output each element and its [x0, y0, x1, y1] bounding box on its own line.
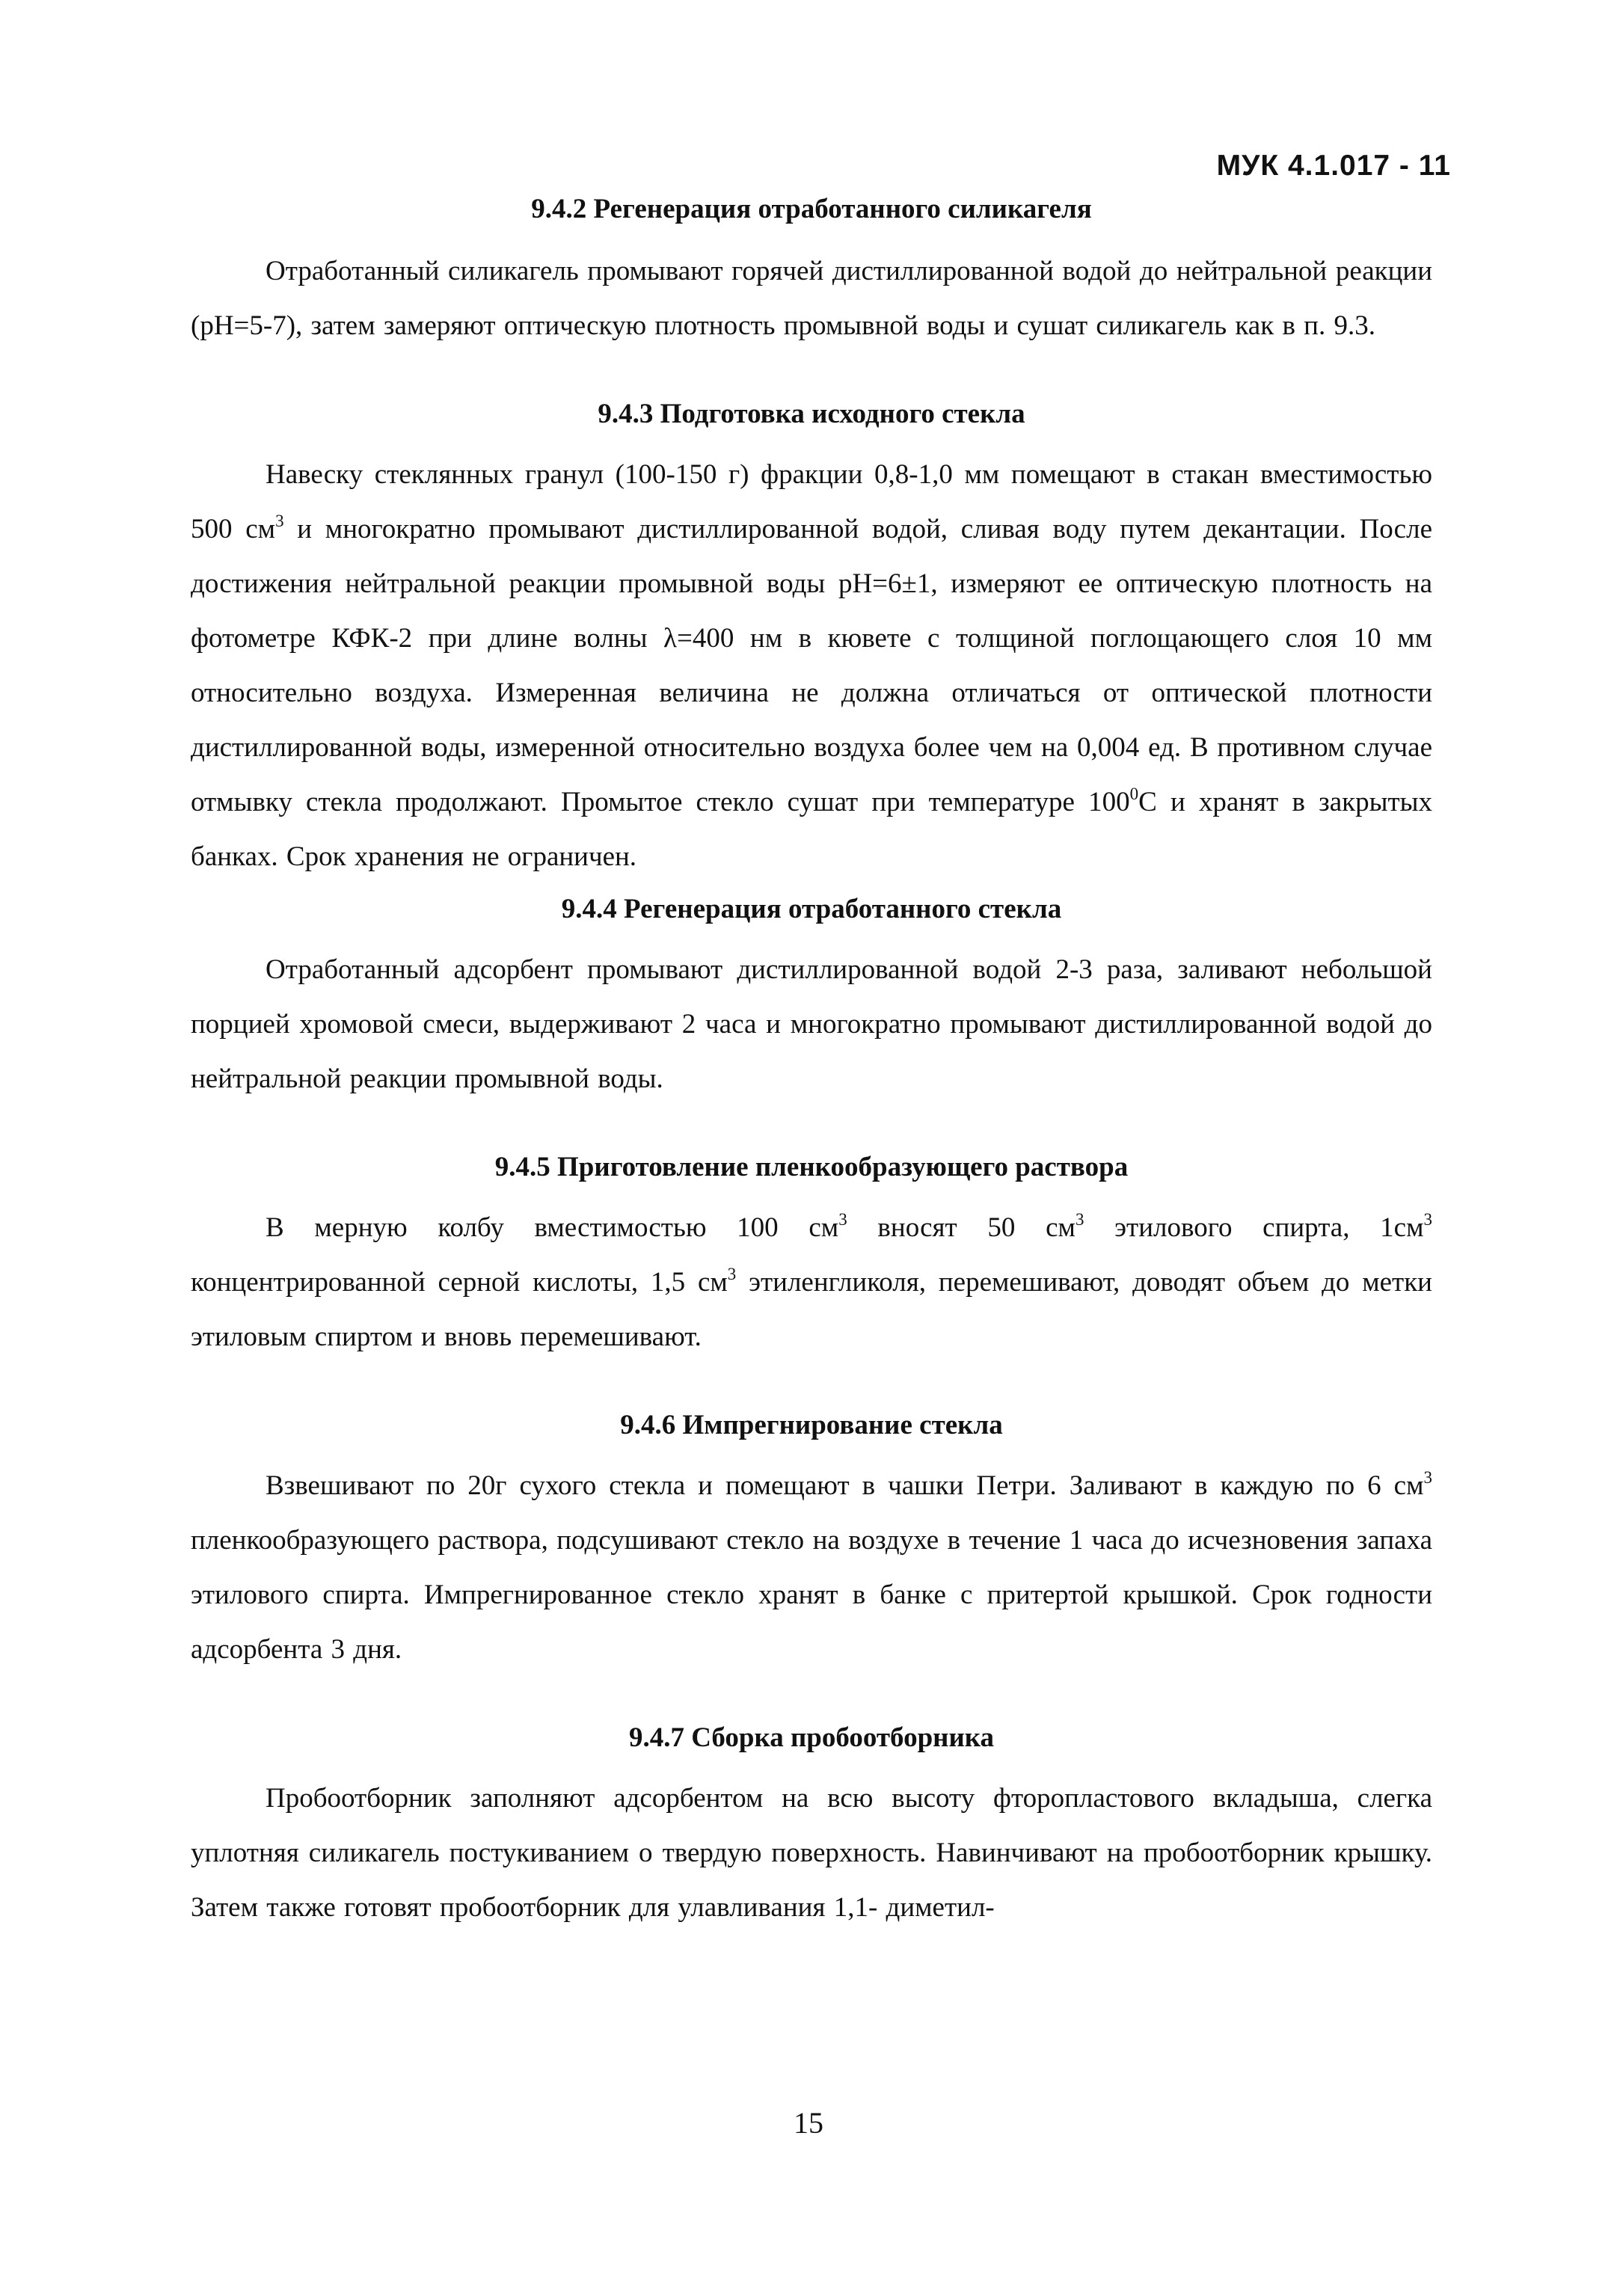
superscript: 3 — [1423, 1468, 1432, 1487]
section-text-9-4-2: Отработанный силикагель промывают горячей дистиллированной водой до нейтральной реакции (pH=5-7), затем замеряют оптическую плотность промывной воды и сушат силикагель как в п. 9.3. — [191, 256, 1432, 341]
superscript: 3 — [1075, 1210, 1084, 1229]
section-title-9-4-4: 9.4.4 Регенерация отработанного стекла — [561, 894, 1062, 924]
section-text-9-4-5 — [191, 1200, 1432, 1364]
section-text-9-4-7: Пробоотборник заполняют адсорбентом на всю высоту фторопластового вкладыша, слегка уплотняя силикагель постукиванием о твердую поверхность. Навинчивают на пробоотборник крышку. Затем также готовят пробоотборник для улавливания 1,1- диметил- — [191, 1783, 1432, 1923]
text-run: В мерную колбу вместимостью 100 см — [266, 1212, 839, 1243]
superscript: 3 — [838, 1210, 847, 1229]
section-text-9-4-4: Отработанный адсорбент промывают дистиллированной водой 2-3 раза, заливают небольшой порцией хромовой смеси, выдерживают 2 часа и многократно промывают дистиллированной водой до нейтральной реакции промывной воды. — [191, 954, 1432, 1094]
text-run: этиленгликоля, перемешивают, доводят объем до метки этиловым спиртом и вновь перемешивают. — [191, 1267, 1432, 1352]
text-run: концентрированной серной кислоты, 1,5 см — [191, 1267, 728, 1298]
superscript: 3 — [275, 512, 284, 530]
section-title-9-4-7: 9.4.7 Сборка пробоотборника — [628, 1722, 995, 1753]
text-run: Взвешивают по 20г сухого стекла и помещают в чашки Петри. Заливают в каждую по 6 см — [266, 1470, 1424, 1501]
section-title-9-4-2: 9.4.2 Регенерация отработанного силикагеля — [531, 194, 1092, 224]
superscript: 3 — [1423, 1210, 1433, 1229]
text-run: вносят 50 см — [847, 1212, 1076, 1243]
section-title-9-4-3: 9.4.3 Подготовка исходного стекла — [598, 399, 1025, 429]
page-number: 15 — [794, 2106, 823, 2140]
text-run: пленкообразующего раствора, подсушивают стекло на воздухе в течение 1 часа до исчезновения запаха этилового спирта. Импрегнированное стекло хранят в банке с притертой крышкой. Срок годности адсорбента 3 дня. — [191, 1525, 1432, 1665]
section-text-9-4-6 — [191, 1458, 1432, 1677]
document-code: МУК 4.1.017 - 11 — [1216, 150, 1451, 182]
text-run: и многократно промывают дистиллированной водой, сливая воду путем декантации. После достижения нейтральной реакции промывной воды pH=6±1, измеряют ее оптическую плотность на фотометре КФК-2 при длине волны λ=400 нм в кювете с толщиной поглощающего слоя 10 мм относительно воздуха. Измеренная величина не должна отличаться от оптической плотности дистиллированной воды, измеренной относительно воздуха более чем на 0,004 ед. В противном случае отмывку стекла продолжают. Промытое стекло сушат при температуре 100 — [191, 514, 1432, 817]
superscript: 3 — [727, 1265, 737, 1283]
page-content — [191, 193, 1432, 1935]
text-run: этилового спирта, 1см — [1084, 1212, 1424, 1243]
section-title-9-4-6: 9.4.6 Импрегнирование стекла — [620, 1410, 1003, 1440]
text-run: Навеску стеклянных гранул (100-150 г) фракции 0,8-1,0 мм помещают в стакан вместимостью 500 см — [191, 459, 1432, 544]
text-run: С и хранят в закрытых банках. Срок хранения не ограничен. — [191, 787, 1433, 872]
superscript: 0 — [1129, 785, 1139, 803]
section-text-9-4-3 — [191, 447, 1432, 884]
section-title-9-4-5: 9.4.5 Приготовление пленкообразующего раствора — [494, 1152, 1129, 1182]
